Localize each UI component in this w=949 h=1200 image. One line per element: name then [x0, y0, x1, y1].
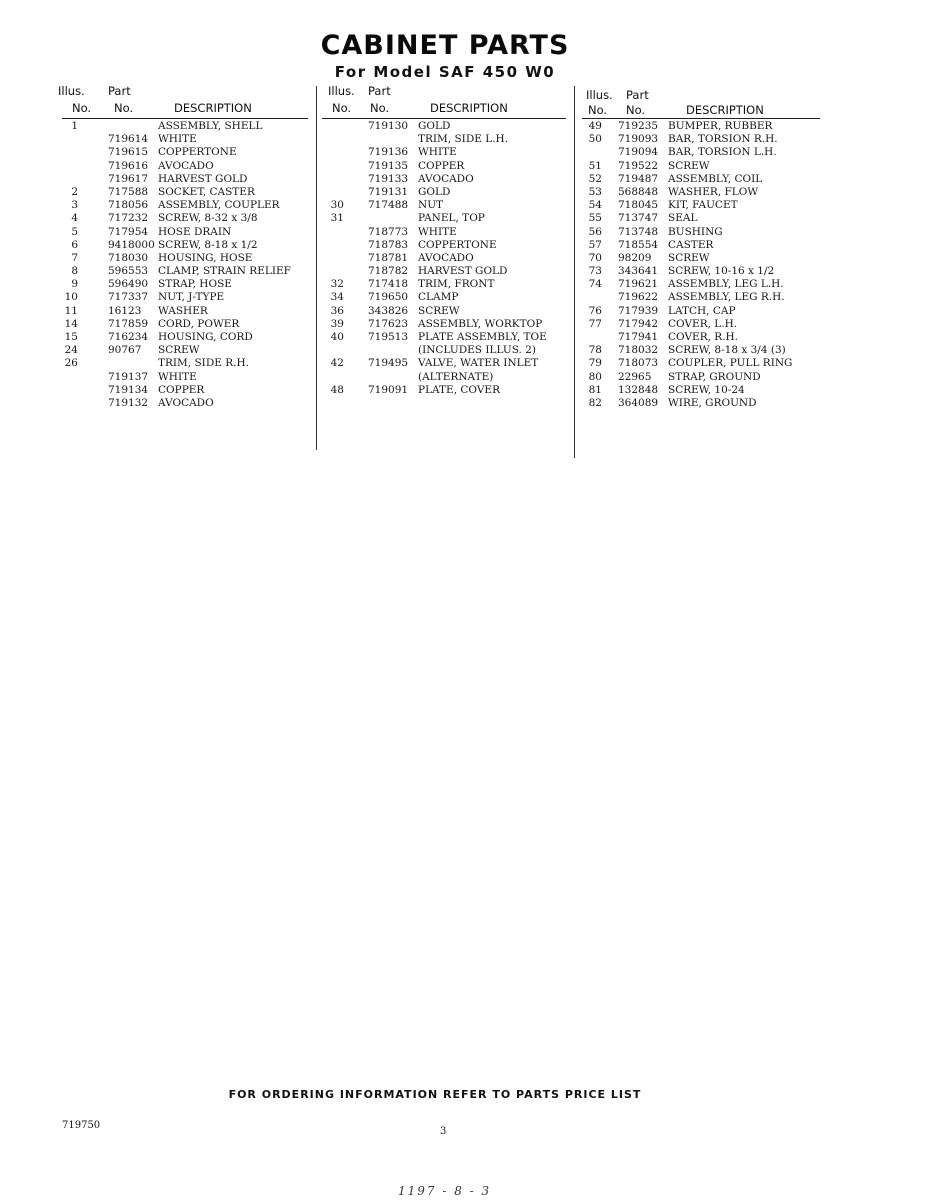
part-description: ASSEMBLY, SHELL	[158, 120, 263, 132]
part-description: WASHER, FLOW	[668, 185, 759, 198]
parts-row	[322, 212, 572, 225]
part-description: ASSEMBLY, COIL	[668, 172, 763, 185]
part-description: NUT	[418, 199, 444, 212]
parts-row	[62, 331, 312, 344]
part-description: ASSEMBLY, LEG R.H.	[668, 291, 785, 304]
part-description: WHITE	[418, 225, 457, 238]
illus-number: 74	[588, 278, 602, 291]
part-number: 719621	[618, 278, 659, 291]
part-description: GOLD	[418, 185, 451, 198]
part-number: 713748	[618, 225, 659, 238]
parts-row	[322, 291, 572, 304]
illus-number: 49	[588, 120, 602, 132]
part-number: 717942	[618, 317, 659, 330]
part-description: SOCKET, CASTER	[158, 185, 255, 198]
part-number: 713747	[618, 212, 659, 225]
part-number: 719235	[618, 120, 659, 132]
illus-number: 76	[588, 304, 602, 317]
part-number: 717418	[368, 278, 409, 291]
illus-number: 4	[71, 212, 78, 225]
illus-number: 9	[71, 278, 78, 291]
part-description: HOSE DRAIN	[158, 225, 232, 238]
part-description: SCREW	[158, 344, 200, 357]
parts-row	[582, 371, 822, 384]
part-number: 98209	[618, 251, 652, 264]
part-description: NUT, J-TYPE	[158, 291, 225, 304]
ordering-info-note: FOR ORDERING INFORMATION REFER TO PARTS PRICE LIST	[228, 1088, 642, 1101]
part-number: 718782	[368, 265, 409, 278]
part-description: BUMPER, RUBBER	[668, 120, 773, 132]
part-number: 719134	[108, 383, 149, 396]
parts-list	[322, 120, 572, 397]
column-header	[322, 84, 572, 120]
illus-number: 5	[71, 225, 78, 238]
part-number: 568848	[618, 185, 659, 198]
parts-row	[582, 344, 822, 357]
parts-row	[582, 278, 822, 291]
parts-column-2	[322, 84, 572, 397]
illus-number: 51	[588, 159, 602, 172]
part-number: 719616	[108, 159, 149, 172]
part-number: 719091	[368, 383, 409, 396]
part-number: 718773	[368, 225, 409, 238]
part-number: 718073	[618, 357, 659, 370]
parts-row	[62, 199, 312, 212]
column-header	[582, 84, 822, 120]
part-number: 716234	[108, 331, 149, 343]
part-description: COPPER	[158, 383, 205, 396]
illus-number: 42	[330, 357, 344, 370]
illus-number: 6	[71, 238, 78, 251]
parts-row	[322, 331, 572, 344]
illus-no-header: No.	[72, 101, 92, 115]
part-number: 717954	[108, 225, 149, 238]
part-description: CLAMP, STRAIN RELIEF	[158, 265, 291, 278]
part-number: 343826	[368, 304, 409, 317]
parts-row	[582, 252, 822, 265]
illus-number: 56	[588, 225, 602, 238]
parts-row	[582, 186, 822, 199]
part-description: WIRE, GROUND	[668, 396, 757, 409]
part-description: CASTER	[668, 238, 714, 251]
parts-row	[582, 384, 822, 397]
part-description: PANEL, TOP	[418, 212, 485, 225]
parts-row	[582, 397, 822, 410]
parts-row	[582, 265, 822, 278]
handwritten-note: 1197 - 8 - 3	[398, 1184, 492, 1198]
parts-row	[322, 318, 572, 331]
parts-row	[62, 252, 312, 265]
illus-number: 50	[588, 133, 602, 146]
illus-header-label: Illus.	[328, 84, 355, 98]
illus-number: 55	[588, 212, 602, 225]
parts-row	[322, 146, 572, 159]
part-number: 717623	[368, 317, 409, 330]
part-number: 90767	[108, 344, 142, 357]
illus-number: 15	[64, 331, 78, 343]
parts-row	[322, 199, 572, 212]
illus-number: 39	[330, 317, 344, 330]
part-description: HARVEST GOLD	[418, 265, 508, 278]
illus-number: 36	[330, 304, 344, 317]
parts-row	[62, 186, 312, 199]
part-number: 719130	[368, 120, 409, 132]
part-number: 718030	[108, 251, 149, 264]
part-number: 22965	[618, 370, 652, 383]
parts-row	[62, 344, 312, 357]
parts-row	[582, 239, 822, 252]
part-description: SCREW, 8-18 x 1/2	[158, 238, 258, 251]
part-number: 9418000	[108, 238, 155, 251]
part-description: AVOCADO	[418, 251, 474, 264]
part-number: 717232	[108, 212, 149, 225]
page-number: 3	[440, 1126, 447, 1137]
illus-number: 40	[330, 331, 344, 343]
parts-row	[582, 146, 822, 159]
parts-row	[582, 133, 822, 146]
part-description: COPPERTONE	[418, 238, 497, 251]
parts-row	[582, 331, 822, 344]
illus-number: 79	[588, 357, 602, 370]
page-title: CABINET PARTS	[320, 30, 570, 61]
parts-row	[62, 226, 312, 239]
part-description: SCREW, 8-32 x 3/8	[158, 212, 258, 225]
part-description: TRIM, FRONT	[418, 278, 495, 291]
part-description: STRAP, GROUND	[668, 370, 761, 383]
part-description: TRIM, SIDE R.H.	[158, 357, 249, 370]
illus-number: 2	[71, 185, 78, 198]
part-number: 717337	[108, 291, 149, 304]
parts-row	[62, 160, 312, 173]
part-description: (INCLUDES ILLUS. 2)	[418, 344, 536, 357]
model-subtitle: For Model SAF 450 W0	[334, 63, 556, 81]
parts-row	[582, 173, 822, 186]
part-number: 719622	[618, 291, 659, 304]
part-number: 719617	[108, 172, 149, 185]
part-description: BAR, TORSION L.H.	[668, 146, 777, 159]
parts-list	[582, 120, 822, 410]
part-description: AVOCADO	[158, 396, 214, 409]
part-number: 719495	[368, 357, 409, 370]
parts-row	[62, 212, 312, 225]
illus-number: 30	[330, 199, 344, 212]
part-description: COUPLER, PULL RING	[668, 357, 793, 370]
parts-row	[62, 397, 312, 410]
illus-number: 31	[330, 212, 344, 225]
part-description: BAR, TORSION R.H.	[668, 133, 778, 146]
part-description: WHITE	[418, 146, 457, 159]
parts-row	[582, 199, 822, 212]
illus-number: 54	[588, 199, 602, 212]
illus-number: 78	[588, 344, 602, 357]
column-divider-2	[574, 86, 575, 458]
part-number: 719137	[108, 370, 149, 383]
part-description: COPPERTONE	[158, 146, 237, 159]
part-description: SCREW, 10-16 x 1/2	[668, 265, 775, 278]
part-number: 718554	[618, 238, 659, 251]
part-number: 343641	[618, 265, 659, 278]
part-number: 132848	[618, 383, 659, 396]
part-description: WASHER	[158, 304, 208, 317]
illus-number: 1	[71, 120, 78, 132]
part-number: 719094	[618, 146, 659, 159]
illus-number: 24	[64, 344, 78, 357]
part-description: LATCH, CAP	[668, 304, 736, 317]
parts-row	[62, 239, 312, 252]
description-header: DESCRIPTION	[430, 101, 508, 115]
part-header-label: Part	[368, 84, 391, 98]
part-description: AVOCADO	[418, 172, 474, 185]
parts-column-3	[582, 84, 822, 410]
illus-number: 70	[588, 251, 602, 264]
parts-row	[62, 133, 312, 146]
part-description: PLATE, COVER	[418, 383, 501, 396]
part-description: COVER, L.H.	[668, 317, 738, 330]
illus-number: 3	[71, 199, 78, 212]
parts-row	[322, 173, 572, 186]
part-description: CORD, POWER	[158, 317, 240, 330]
part-number: 364089	[618, 396, 659, 409]
part-description: SCREW	[418, 304, 460, 317]
parts-row	[62, 120, 312, 133]
illus-number: 52	[588, 172, 602, 185]
illus-number: 82	[588, 396, 602, 409]
parts-row	[582, 226, 822, 239]
illus-number: 57	[588, 238, 602, 251]
part-number: 719522	[618, 159, 659, 172]
description-header: DESCRIPTION	[174, 101, 252, 115]
part-description: SCREW, 8-18 x 3/4 (3)	[668, 344, 786, 357]
parts-row	[62, 146, 312, 159]
parts-row	[322, 384, 572, 397]
part-description: WHITE	[158, 133, 197, 146]
part-no-header: No.	[370, 101, 390, 115]
illus-number: 73	[588, 265, 602, 278]
parts-row	[62, 291, 312, 304]
part-number: 719131	[368, 185, 409, 198]
part-description: PLATE ASSEMBLY, TOE	[418, 331, 547, 343]
part-number: 719650	[368, 291, 409, 304]
parts-row	[62, 173, 312, 186]
parts-row	[62, 318, 312, 331]
part-description: GOLD	[418, 120, 451, 132]
part-description: HOUSING, HOSE	[158, 251, 253, 264]
column-header	[58, 84, 312, 120]
part-number: 719132	[108, 396, 149, 409]
part-description: SCREW	[668, 251, 710, 264]
part-no-header: No.	[114, 101, 134, 115]
part-description: VALVE, WATER INLET	[418, 357, 539, 370]
part-description: WHITE	[158, 370, 197, 383]
part-number: 717588	[108, 185, 149, 198]
document-number: 719750	[62, 1120, 101, 1131]
illus-number: 10	[64, 291, 78, 304]
illus-no-header: No.	[332, 101, 352, 115]
description-header: DESCRIPTION	[686, 103, 764, 117]
illus-number: 53	[588, 185, 602, 198]
part-number: 718783	[368, 238, 409, 251]
illus-number: 7	[71, 251, 78, 264]
part-description: TRIM, SIDE L.H.	[418, 133, 509, 146]
illus-header-label: Illus.	[586, 88, 613, 102]
part-description: ASSEMBLY, COUPLER	[158, 199, 280, 212]
illus-number: 81	[588, 383, 602, 396]
illus-number: 26	[64, 357, 78, 370]
illus-number: 11	[64, 304, 78, 317]
parts-row	[322, 133, 572, 146]
illus-header-label: Illus.	[58, 84, 85, 98]
part-description: SEAL	[668, 212, 698, 225]
parts-row	[322, 160, 572, 173]
illus-number: 80	[588, 370, 602, 383]
parts-row	[62, 265, 312, 278]
parts-row	[582, 120, 822, 133]
part-number: 717488	[368, 199, 409, 212]
illus-number: 14	[64, 317, 78, 330]
part-number: 719614	[108, 133, 149, 146]
parts-row	[322, 371, 572, 384]
illus-number: 32	[330, 278, 344, 291]
part-number: 719135	[368, 159, 409, 172]
illus-no-header: No.	[588, 103, 608, 117]
parts-row	[322, 265, 572, 278]
part-number: 717859	[108, 317, 149, 330]
part-description: COPPER	[418, 159, 465, 172]
part-number: 16123	[108, 304, 142, 317]
part-number: 719136	[368, 146, 409, 159]
part-number: 719093	[618, 133, 659, 146]
parts-row	[322, 120, 572, 133]
part-description: ASSEMBLY, WORKTOP	[418, 317, 543, 330]
part-number: 718032	[618, 344, 659, 357]
part-description: ASSEMBLY, LEG L.H.	[668, 278, 784, 291]
part-number: 719487	[618, 172, 659, 185]
part-description: HARVEST GOLD	[158, 172, 248, 185]
part-header-label: Part	[626, 88, 649, 102]
parts-row	[322, 239, 572, 252]
parts-row	[62, 384, 312, 397]
part-no-header: No.	[626, 103, 646, 117]
parts-row	[322, 252, 572, 265]
parts-column-1	[58, 84, 312, 410]
parts-row	[62, 357, 312, 370]
part-number: 719615	[108, 146, 149, 159]
part-number: 718056	[108, 199, 149, 212]
part-description: SCREW, 10-24	[668, 383, 745, 396]
parts-row	[582, 305, 822, 318]
parts-row	[582, 291, 822, 304]
part-description: SCREW	[668, 159, 710, 172]
parts-list	[62, 120, 312, 410]
illus-number: 8	[71, 265, 78, 278]
part-number: 717941	[618, 331, 659, 343]
part-number: 718045	[618, 199, 659, 212]
parts-row	[62, 371, 312, 384]
illus-number: 48	[330, 383, 344, 396]
parts-row	[322, 278, 572, 291]
part-number: 596553	[108, 265, 149, 278]
part-description: (ALTERNATE)	[418, 370, 494, 383]
parts-row	[62, 278, 312, 291]
part-number: 718781	[368, 251, 409, 264]
part-description: COVER, R.H.	[668, 331, 739, 343]
part-description: CLAMP	[418, 291, 459, 304]
parts-row	[322, 344, 572, 357]
part-description: KIT, FAUCET	[668, 199, 738, 212]
column-divider-1	[316, 86, 317, 450]
part-number: 719513	[368, 331, 409, 343]
part-header-label: Part	[108, 84, 131, 98]
parts-row	[582, 318, 822, 331]
parts-row	[322, 226, 572, 239]
part-description: STRAP, HOSE	[158, 278, 232, 291]
part-description: AVOCADO	[158, 159, 214, 172]
part-description: HOUSING, CORD	[158, 331, 253, 343]
parts-row	[322, 186, 572, 199]
parts-row	[582, 160, 822, 173]
parts-row	[582, 212, 822, 225]
parts-row	[322, 357, 572, 370]
illus-number: 77	[588, 317, 602, 330]
part-number: 596490	[108, 278, 149, 291]
parts-row	[62, 305, 312, 318]
part-description: BUSHING	[668, 225, 723, 238]
part-number: 717939	[618, 304, 659, 317]
part-number: 719133	[368, 172, 409, 185]
parts-row	[322, 305, 572, 318]
illus-number: 34	[330, 291, 344, 304]
parts-row	[582, 357, 822, 370]
